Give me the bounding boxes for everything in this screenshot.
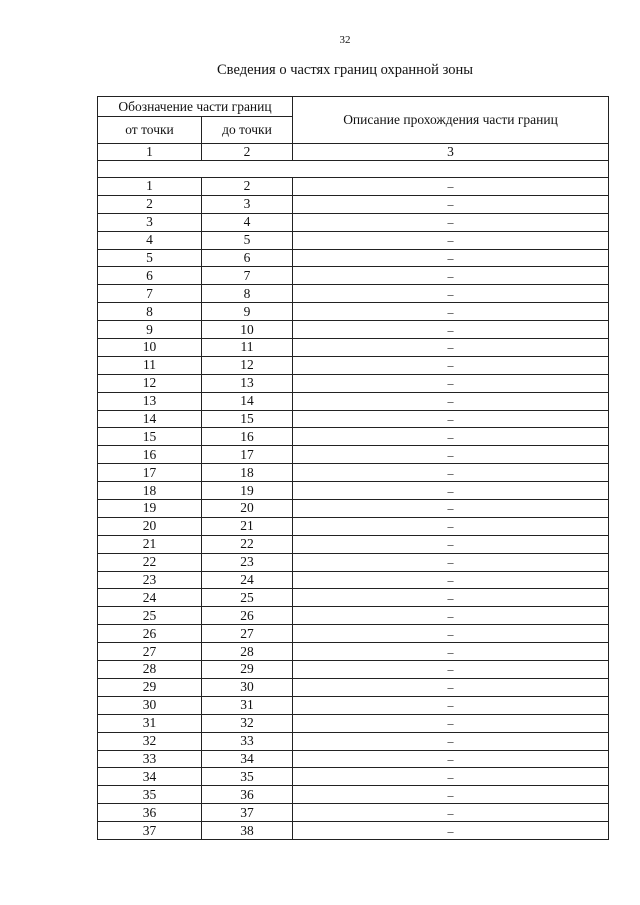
- table-row: [98, 643, 609, 661]
- cell-from-point: 9: [98, 321, 202, 339]
- cell-to-point: 20: [202, 500, 293, 518]
- table-row: [98, 732, 609, 750]
- cell-description: –: [293, 178, 609, 196]
- cell-description: –: [293, 661, 609, 679]
- column-number-row: [98, 144, 609, 161]
- cell-from-point: 11: [98, 356, 202, 374]
- table-row: [98, 750, 609, 768]
- cell-from-point: 13: [98, 392, 202, 410]
- cell-from-point: 30: [98, 696, 202, 714]
- cell-description: –: [293, 768, 609, 786]
- cell-to-point: 13: [202, 374, 293, 392]
- cell-to-point: 17: [202, 446, 293, 464]
- table-row: [98, 321, 609, 339]
- cell-from-point: 7: [98, 285, 202, 303]
- cell-to-point: 34: [202, 750, 293, 768]
- cell-description: –: [293, 804, 609, 822]
- spacer-cell: [98, 161, 609, 178]
- cell-description: –: [293, 500, 609, 518]
- cell-from-point: 33: [98, 750, 202, 768]
- table-row: [98, 410, 609, 428]
- column-number: 2: [202, 144, 293, 161]
- cell-to-point: 9: [202, 303, 293, 321]
- header-from-point: от точки: [98, 117, 202, 144]
- cell-description: –: [293, 303, 609, 321]
- table-row: [98, 285, 609, 303]
- header-boundary-part: Обозначение части границ: [98, 97, 293, 117]
- cell-from-point: 16: [98, 446, 202, 464]
- page-number: 32: [339, 34, 351, 46]
- cell-to-point: 37: [202, 804, 293, 822]
- table-row: [98, 356, 609, 374]
- cell-from-point: 21: [98, 535, 202, 553]
- cell-from-point: 35: [98, 786, 202, 804]
- cell-description: –: [293, 786, 609, 804]
- cell-to-point: 12: [202, 356, 293, 374]
- cell-from-point: 1: [98, 178, 202, 196]
- cell-from-point: 2: [98, 195, 202, 213]
- table-row: [98, 213, 609, 231]
- cell-from-point: 27: [98, 643, 202, 661]
- table-row: [98, 517, 609, 535]
- cell-description: –: [293, 392, 609, 410]
- cell-description: –: [293, 428, 609, 446]
- cell-description: –: [293, 321, 609, 339]
- cell-from-point: 31: [98, 714, 202, 732]
- cell-to-point: 8: [202, 285, 293, 303]
- table-row: [98, 661, 609, 679]
- spacer-row: [98, 161, 609, 178]
- cell-from-point: 29: [98, 678, 202, 696]
- cell-description: –: [293, 643, 609, 661]
- cell-from-point: 17: [98, 464, 202, 482]
- table-row: [98, 535, 609, 553]
- cell-to-point: 7: [202, 267, 293, 285]
- cell-to-point: 32: [202, 714, 293, 732]
- table-row: [98, 571, 609, 589]
- cell-from-point: 23: [98, 571, 202, 589]
- table-row: [98, 482, 609, 500]
- cell-to-point: 27: [202, 625, 293, 643]
- table-row: [98, 303, 609, 321]
- cell-description: –: [293, 571, 609, 589]
- cell-description: –: [293, 822, 609, 840]
- cell-to-point: 14: [202, 392, 293, 410]
- table-row: [98, 678, 609, 696]
- cell-from-point: 10: [98, 339, 202, 357]
- table-row: [98, 553, 609, 571]
- cell-from-point: 12: [98, 374, 202, 392]
- cell-description: –: [293, 410, 609, 428]
- cell-description: –: [293, 589, 609, 607]
- cell-to-point: 25: [202, 589, 293, 607]
- table-row: [98, 446, 609, 464]
- cell-description: –: [293, 750, 609, 768]
- table-row: [98, 339, 609, 357]
- cell-from-point: 4: [98, 231, 202, 249]
- cell-to-point: 23: [202, 553, 293, 571]
- boundary-table: [97, 96, 609, 840]
- table-row: [98, 714, 609, 732]
- cell-to-point: 6: [202, 249, 293, 267]
- table-row: [98, 786, 609, 804]
- cell-to-point: 31: [202, 696, 293, 714]
- cell-to-point: 28: [202, 643, 293, 661]
- cell-description: –: [293, 195, 609, 213]
- cell-description: –: [293, 231, 609, 249]
- column-number: 1: [98, 144, 202, 161]
- table-row: [98, 625, 609, 643]
- cell-to-point: 35: [202, 768, 293, 786]
- cell-from-point: 15: [98, 428, 202, 446]
- cell-from-point: 22: [98, 553, 202, 571]
- cell-description: –: [293, 607, 609, 625]
- cell-from-point: 24: [98, 589, 202, 607]
- cell-to-point: 4: [202, 213, 293, 231]
- cell-from-point: 28: [98, 661, 202, 679]
- table-row: [98, 178, 609, 196]
- table-row: [98, 267, 609, 285]
- cell-to-point: 24: [202, 571, 293, 589]
- cell-to-point: 38: [202, 822, 293, 840]
- cell-from-point: 34: [98, 768, 202, 786]
- cell-to-point: 10: [202, 321, 293, 339]
- cell-description: –: [293, 446, 609, 464]
- cell-from-point: 25: [98, 607, 202, 625]
- cell-from-point: 19: [98, 500, 202, 518]
- cell-description: –: [293, 267, 609, 285]
- cell-to-point: 26: [202, 607, 293, 625]
- table-row: [98, 428, 609, 446]
- cell-to-point: 19: [202, 482, 293, 500]
- table-row: [98, 696, 609, 714]
- cell-to-point: 5: [202, 231, 293, 249]
- cell-from-point: 8: [98, 303, 202, 321]
- table-row: [98, 768, 609, 786]
- cell-to-point: 18: [202, 464, 293, 482]
- cell-from-point: 18: [98, 482, 202, 500]
- table-row: [98, 607, 609, 625]
- cell-description: –: [293, 517, 609, 535]
- table-row: [98, 464, 609, 482]
- cell-to-point: 36: [202, 786, 293, 804]
- cell-description: –: [293, 625, 609, 643]
- cell-description: –: [293, 356, 609, 374]
- cell-description: –: [293, 696, 609, 714]
- cell-from-point: 26: [98, 625, 202, 643]
- table-row: [98, 589, 609, 607]
- cell-description: –: [293, 714, 609, 732]
- header-description: Описание прохождения части границ: [293, 97, 609, 144]
- cell-description: –: [293, 482, 609, 500]
- cell-from-point: 36: [98, 804, 202, 822]
- cell-description: –: [293, 464, 609, 482]
- cell-description: –: [293, 213, 609, 231]
- cell-to-point: 15: [202, 410, 293, 428]
- cell-from-point: 32: [98, 732, 202, 750]
- table-row: [98, 822, 609, 840]
- cell-to-point: 3: [202, 195, 293, 213]
- cell-description: –: [293, 678, 609, 696]
- table-row: [98, 392, 609, 410]
- cell-to-point: 16: [202, 428, 293, 446]
- cell-description: –: [293, 285, 609, 303]
- cell-description: –: [293, 249, 609, 267]
- cell-to-point: 21: [202, 517, 293, 535]
- column-number: 3: [293, 144, 609, 161]
- table-row: [98, 231, 609, 249]
- cell-description: –: [293, 732, 609, 750]
- cell-description: –: [293, 374, 609, 392]
- cell-to-point: 11: [202, 339, 293, 357]
- table-row: [98, 804, 609, 822]
- table-row: [98, 374, 609, 392]
- cell-description: –: [293, 553, 609, 571]
- table-row: [98, 500, 609, 518]
- cell-to-point: 22: [202, 535, 293, 553]
- cell-from-point: 14: [98, 410, 202, 428]
- cell-from-point: 20: [98, 517, 202, 535]
- cell-to-point: 33: [202, 732, 293, 750]
- page-title: Сведения о частях границ охранной зоны: [217, 62, 473, 78]
- cell-from-point: 3: [98, 213, 202, 231]
- table-row: [98, 195, 609, 213]
- cell-description: –: [293, 535, 609, 553]
- cell-to-point: 30: [202, 678, 293, 696]
- cell-to-point: 2: [202, 178, 293, 196]
- cell-from-point: 6: [98, 267, 202, 285]
- cell-to-point: 29: [202, 661, 293, 679]
- header-to-point: до точки: [202, 117, 293, 144]
- cell-from-point: 5: [98, 249, 202, 267]
- cell-from-point: 37: [98, 822, 202, 840]
- table-row: [98, 249, 609, 267]
- cell-description: –: [293, 339, 609, 357]
